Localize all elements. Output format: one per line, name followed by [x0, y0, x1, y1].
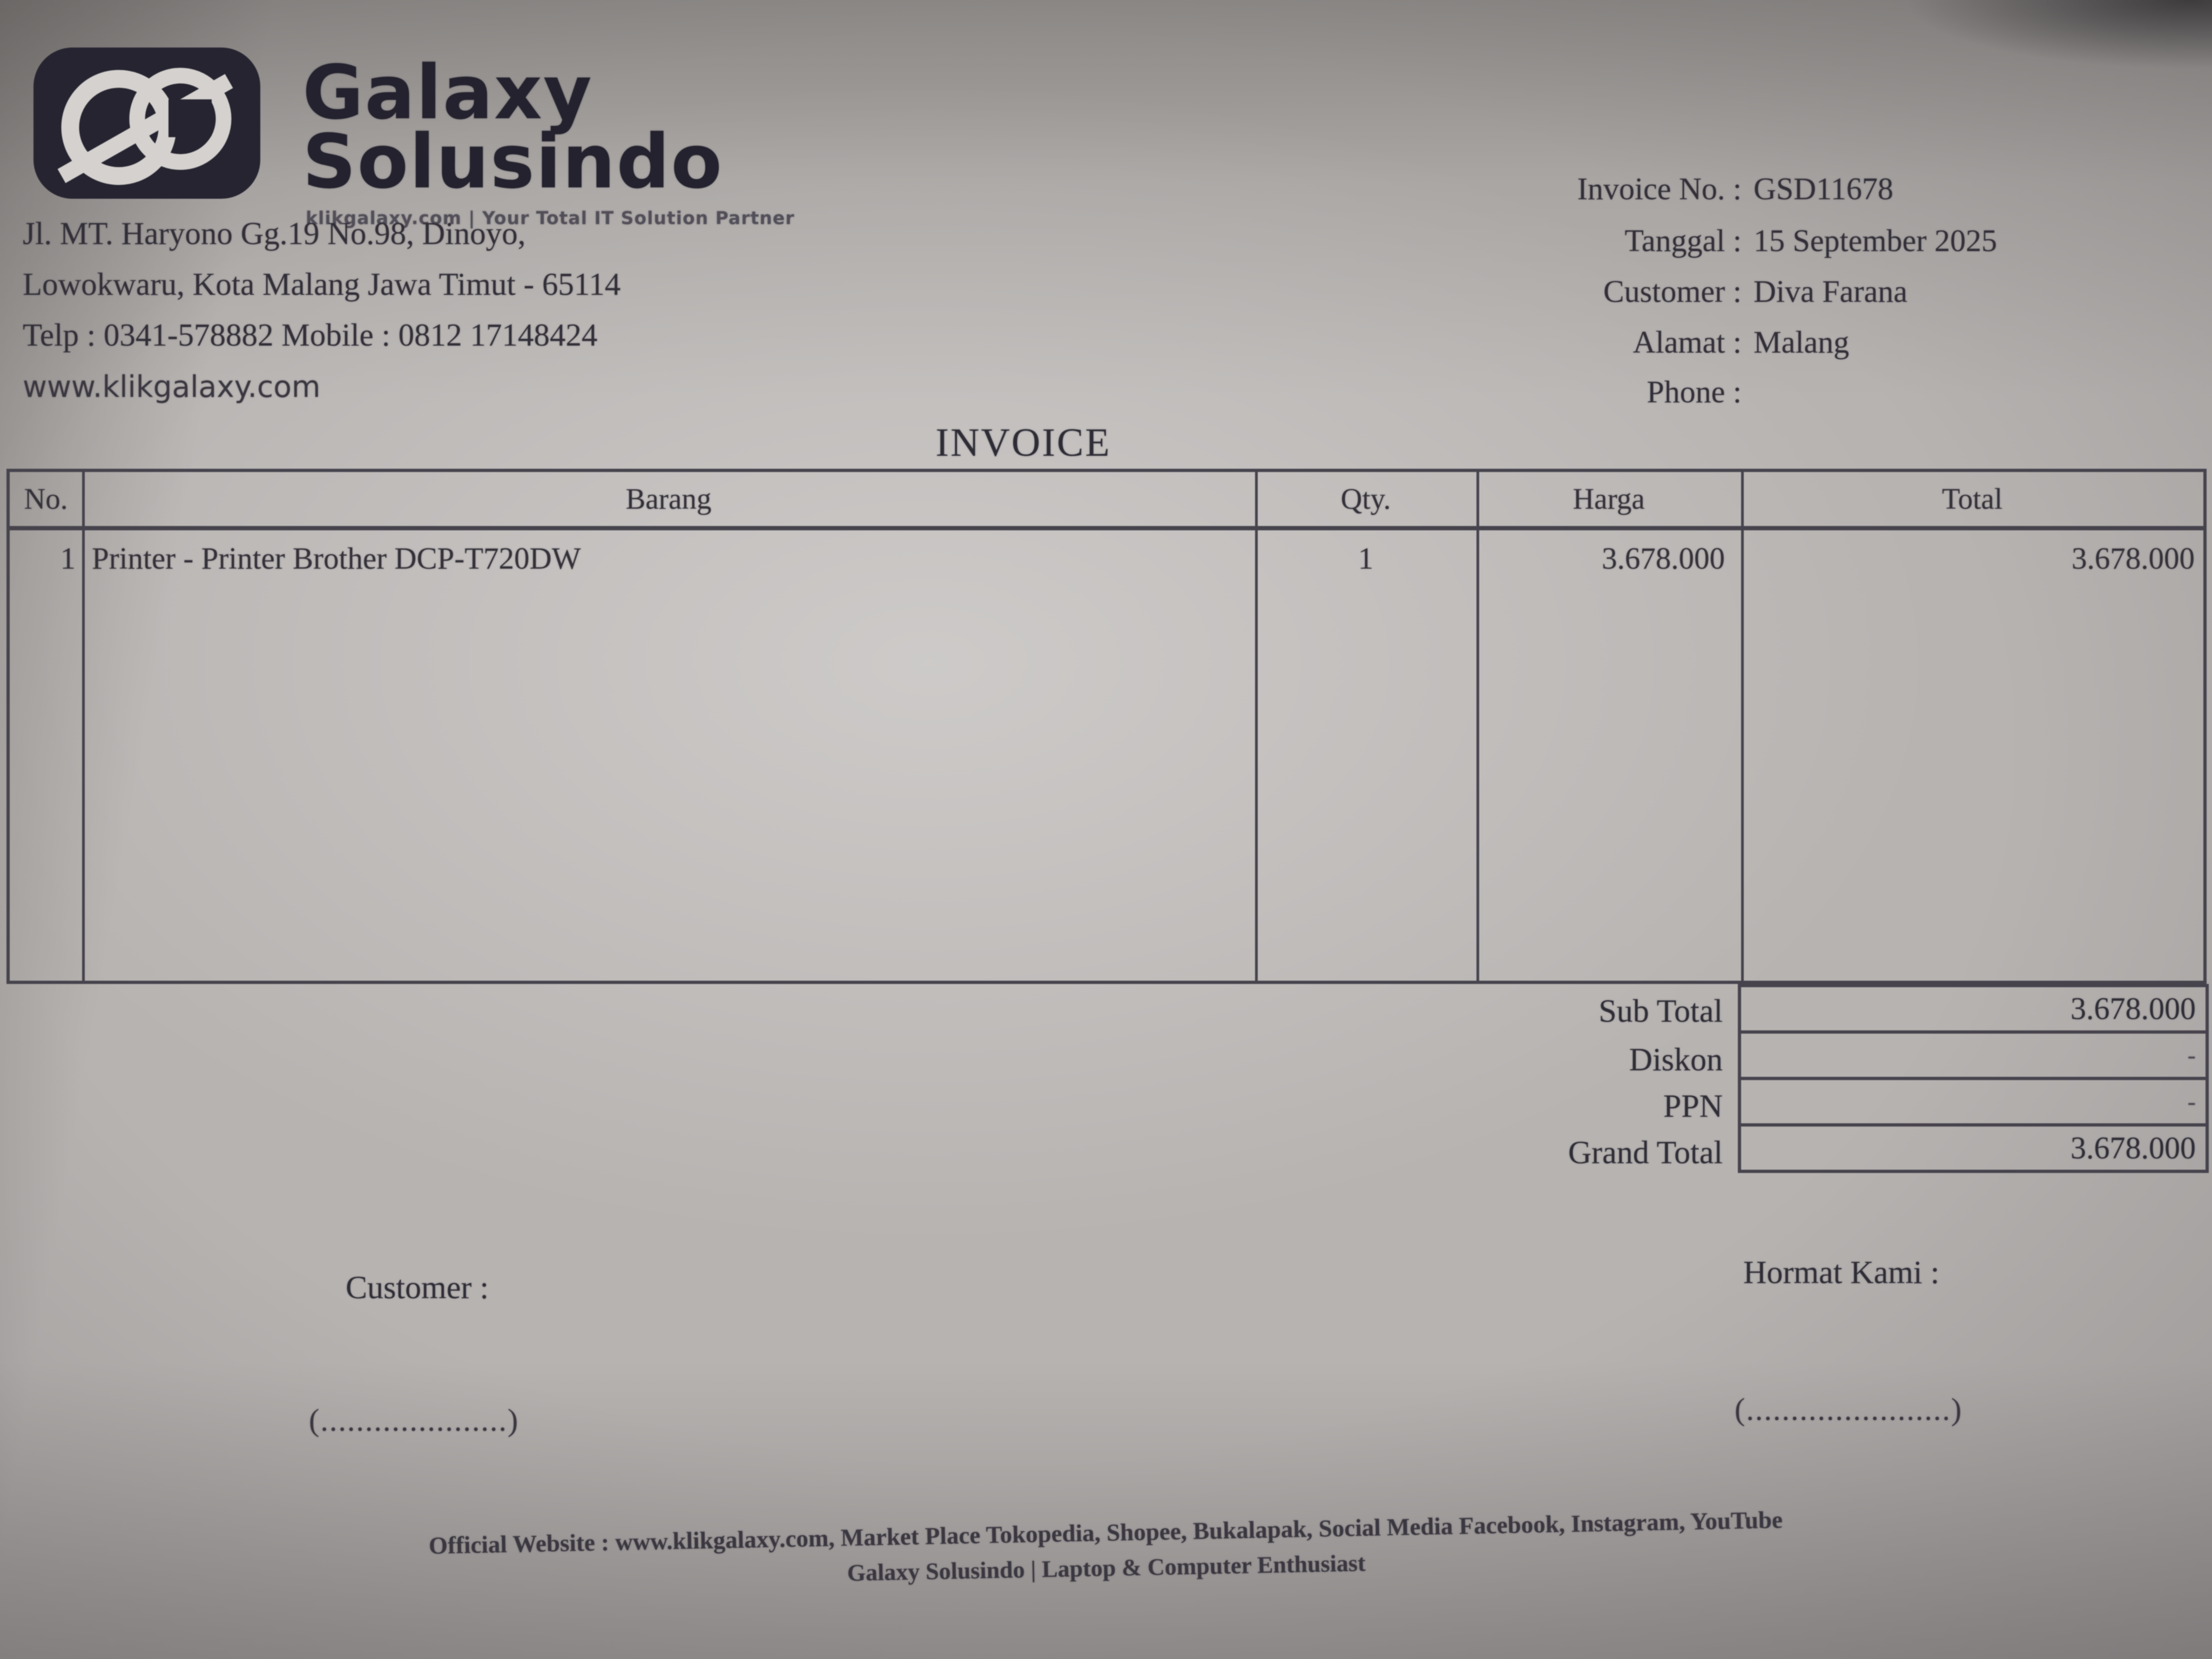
invoice-address-value: Malang [1754, 325, 1850, 360]
ppn-label: PPN [1663, 1088, 1723, 1124]
company-name [302, 49, 724, 205]
company-name-line2: Solusindo [302, 118, 724, 205]
invoice-customer-label: Customer : [1603, 274, 1742, 309]
grand-total-label: Grand Total [1568, 1135, 1723, 1170]
invoice-customer-value: Diva Farana [1754, 274, 1908, 309]
invoice-number-value: GSD11678 [1754, 171, 1893, 206]
ppn-value: - [1741, 1080, 2206, 1127]
invoice-number-row [1469, 171, 1893, 207]
item-row-no: 1 [60, 542, 76, 576]
company-signature-line: (.......................) [1735, 1392, 1963, 1427]
company-tagline: klikgalaxy.com | Your Total IT Solution Partner [306, 207, 795, 228]
invoice-address-label: Alamat : [1633, 325, 1742, 360]
footer [0, 1498, 2212, 1603]
invoice-phone-row [1469, 374, 1754, 410]
totals-box [1738, 984, 2209, 1173]
col-header-item: Barang [625, 482, 712, 515]
invoice-date-label: Tanggal : [1624, 223, 1742, 258]
company-logo-icon [33, 48, 260, 199]
invoice-date-row [1469, 222, 1997, 259]
company-address-line2: Lowokwaru, Kota Malang Jawa Timut - 65114 [23, 266, 621, 302]
footer-line2: Galaxy Solusindo | Laptop & Computer Enthusiast [847, 1549, 1366, 1587]
footer-line1: Official Website : www.klikgalaxy.com, Market Place Tokopedia, Shopee, Bukalapak, Social Media Facebook, Instagram, YouTube [428, 1506, 1783, 1560]
col-header-no: No. [24, 482, 68, 515]
col-header-total: Total [1941, 482, 2003, 515]
items-table [6, 469, 2207, 984]
discount-label: Diskon [1629, 1042, 1723, 1077]
company-address-line1: Jl. MT. Haryono Gg.19 No.98, Dinoyo, [23, 215, 526, 251]
invoice-address-row [1469, 324, 1849, 360]
item-row-name: Printer - Printer Brother DCP-T720DW [92, 542, 581, 576]
customer-signature-line: (.....................) [309, 1402, 520, 1438]
subtotal-value: 3.678.000 [1741, 987, 2206, 1034]
table-divider-no [82, 472, 85, 981]
invoice-customer-row [1469, 273, 1907, 309]
company-signature-label: Hormat Kami : [1743, 1255, 1940, 1290]
item-row-price: 3.678.000 [1602, 542, 1725, 576]
discount-value: - [1741, 1034, 2206, 1080]
item-row-total: 3.678.000 [2072, 542, 2195, 576]
company-name-line1: Galaxy [302, 49, 593, 136]
subtotal-label: Sub Total [1599, 993, 1723, 1029]
col-header-qty: Qty. [1340, 482, 1391, 515]
company-phone-line: Telp : 0341-578882 Mobile : 0812 17148424 [23, 317, 598, 353]
item-row-qty: 1 [1358, 542, 1374, 576]
invoice-number-label: Invoice No. : [1577, 171, 1742, 206]
company-website: www.klikgalaxy.com [23, 369, 321, 404]
document-title: INVOICE [935, 421, 1111, 465]
customer-signature-label: Customer : [346, 1270, 489, 1305]
invoice-phone-label: Phone : [1647, 374, 1742, 409]
table-header-rule [10, 526, 2203, 530]
grand-total-value: 3.678.000 [2071, 1130, 2196, 1165]
invoice-date-value: 15 September 2025 [1754, 223, 1998, 258]
col-header-price: Harga [1573, 482, 1645, 515]
